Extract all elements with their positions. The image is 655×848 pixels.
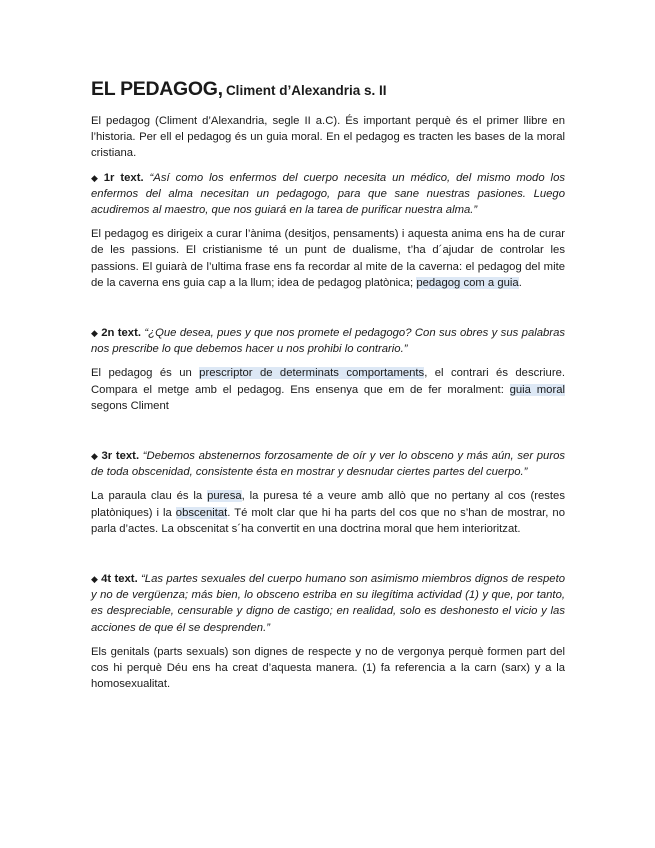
comment-3-text-end: . Té molt clar que hi ha parts del cos que no s’han de mostrar, no parla d’actes. La obscenitat s´ha convertit en una doctrina moral que hem interioritzat.	[91, 506, 565, 535]
quote-2-label: 2n text.	[101, 327, 141, 340]
highlight-puresa: puresa	[207, 490, 242, 503]
comment-2-text-mid: , el contrari és descriure. Compara el metge amb el pedagog. Ens ensenya que em de fer moralment:	[91, 367, 565, 396]
quote-1-text: “Así como los enfermos del cuerpo necesita un médico, del mismo modo los enfermos del alma necesitan un pedagogo, para que sane nuestras pasiones. Luego acudiremos al maestro, que nos guiará en la tarea de purificar nuestra alma.”	[91, 171, 566, 217]
quote-4	[91, 571, 565, 636]
comment-3-text: La paraula clau és la	[91, 490, 208, 503]
highlight-obscenitat: obscenitat	[175, 506, 228, 519]
highlight-guia-moral: guia moral	[509, 383, 565, 396]
title-main: EL PEDAGOG,	[91, 78, 223, 100]
comment-4-text: Els genitals (parts sexuals) son dignes de respecte y no de vergonya perquè formen part del cos hi perquè Déu ens ha creat d’aquesta manera. (1) fa referencia a la carn (sarx) y a la homosexualitat.	[91, 645, 565, 691]
quote-1	[91, 170, 565, 219]
comment-2-text-end: segons Climent	[91, 399, 169, 412]
diamond-bullet-icon: ◆	[91, 328, 99, 339]
quote-3-label: 3r text.	[101, 450, 140, 463]
quote-4-label: 4t text.	[101, 573, 138, 586]
comment-2	[91, 365, 565, 414]
quote-1-label: 1r text.	[103, 171, 144, 184]
highlight-prescriptor: prescriptor de determinats comportaments	[199, 367, 425, 380]
comment-4	[91, 644, 565, 693]
diamond-bullet-icon: ◆	[91, 451, 99, 462]
title-subtitle: Climent d’Alexandria s. II	[225, 83, 387, 98]
intro-paragraph: El pedagog (Climent d’Alexandria, segle II a.C). És important perquè és el primer llibre en l’historia. Per ell el pedagog és un guia moral. En el pedagog es tracten les bases de la moral cristiana.	[91, 115, 565, 160]
quote-3	[91, 448, 565, 480]
quote-3-text: “Debemos abstenernos forzosamente de oír y ver lo obsceno y más aún, ser puros de toda obscenidad, consistente ésta en mostrar y desnudar ciertes partes del cuerpo.”	[91, 450, 566, 479]
diamond-bullet-icon: ◆	[91, 172, 101, 183]
quote-2-text: “¿Que desea, pues y que nos promete el pedagogo? Con sus obres y sus palabras nos prescribe lo que debemos hacer u nos prohibi lo contrario.”	[91, 327, 565, 356]
comment-1-text-end: .	[518, 276, 522, 289]
highlight-pedagog-com-a-guia: pedagog com a guia	[416, 276, 519, 289]
diamond-bullet-icon: ◆	[91, 574, 99, 585]
comment-2-text: El pedagog és un	[91, 367, 200, 380]
comment-3-text-mid: , la puresa té a veure amb allò que no pertany al cos (restes platòniques) i la	[91, 490, 565, 519]
quote-2	[91, 325, 565, 357]
document-page	[91, 78, 565, 700]
document-title	[91, 78, 565, 103]
comment-3	[91, 488, 565, 537]
quote-4-text: “Las partes sexuales del cuerpo humano son asimismo miembros dignos de respeto y no de vergüenza; más bien, lo obsceno estriba en su ilegítima actividad (1) y que, por tanto, es despreciable, censurable y digno de castigo; en realidad, solo es deshonesto el vicio y las acciones de que él se desprenden.”	[91, 573, 565, 634]
comment-1-text: El pedagog es dirigeix a curar l’ànima (desitjos, pensaments) i aquesta anima ens ha de curar de les passions. El cristianisme té un punt de dualisme, t’ha d´ajudar de controlar les passions. El guiarà de l’ultima frase ens fa recordar al mite de la caverna: el pedagog del mite de la caverna ens guia cap a la llum; idea de pedagog platònica;	[91, 228, 565, 289]
comment-1	[91, 226, 565, 291]
